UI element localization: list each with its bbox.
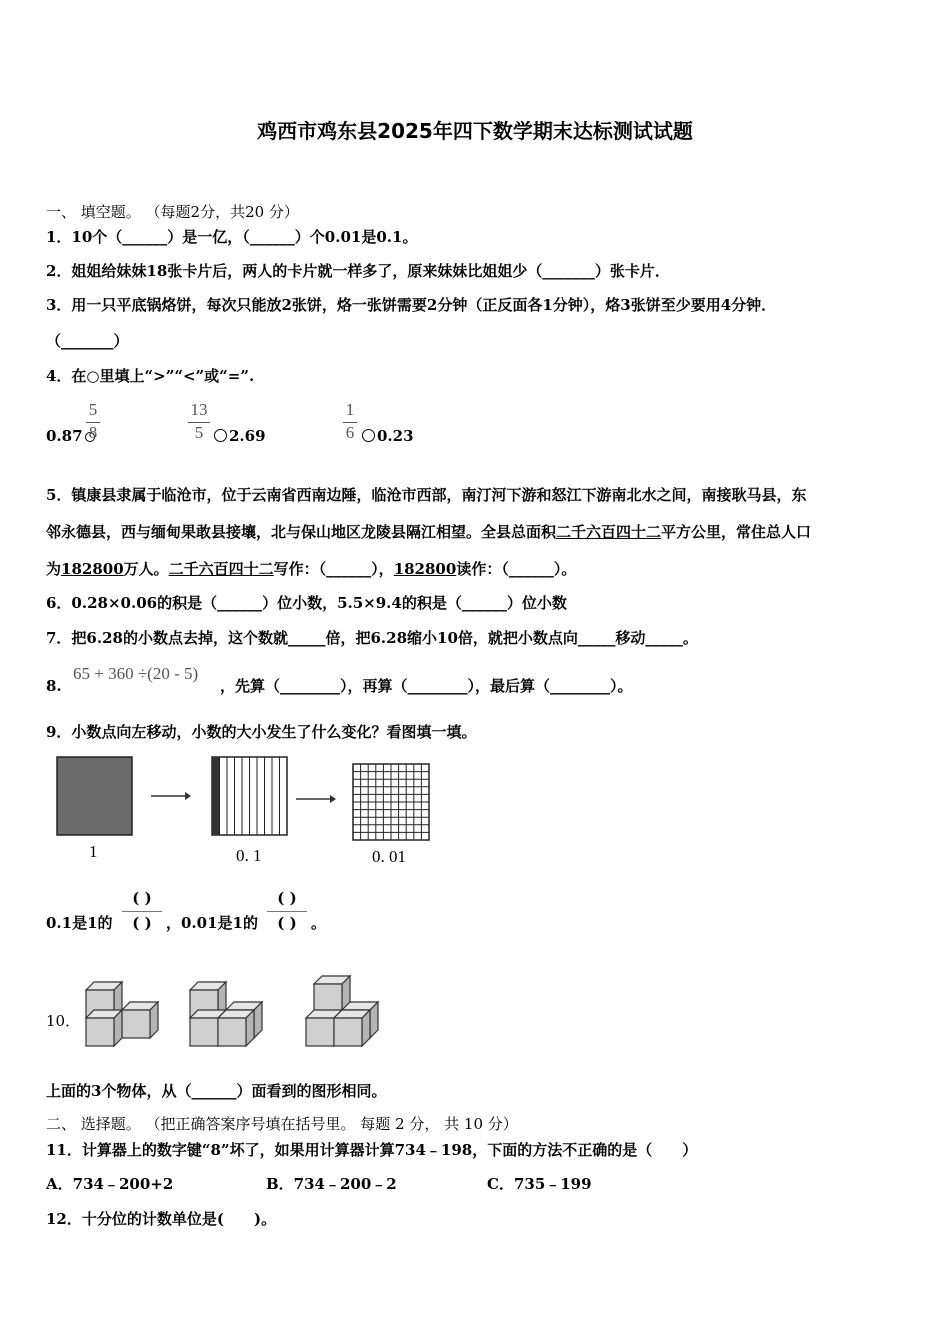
question-8-text: ，先算（________），再算（________），最后算（________）。 [220, 677, 633, 695]
figure-label-0-1: 0. 1 [236, 846, 262, 865]
q9-text-c: 。 [311, 914, 327, 932]
q9-text-b: ，0.01是1的 [166, 914, 258, 932]
fraction-denominator: 5 [194, 423, 204, 442]
question-5-line-1: 5．镇康县隶属于临沧市，位于云南省西南边陲，临沧市西部，南汀河下游和怒江下游南北水之间，南接耿马县，东 [46, 486, 807, 504]
section-1-header: 一、 填空题。 （每题2分，共20 分） [46, 203, 299, 221]
figure-label-1: 1 [89, 842, 98, 861]
object-1 [86, 982, 158, 1046]
fraction-denominator: 6 [345, 423, 355, 442]
hundredths-square [353, 764, 429, 840]
question-5-line-3 [46, 560, 576, 578]
q5-text: 读作：（______）。 [456, 560, 577, 578]
q5-text: 为 [46, 560, 62, 578]
page-title: 鸡西市鸡东县2025年四下数学期末达标测试试题 [257, 119, 693, 143]
q9-fraction-blank-1 [120, 889, 164, 932]
fraction-denominator: 8 [88, 423, 98, 442]
question-7: 7．把6.28的小数点去掉，这个数就_____倍，把6.28缩小10倍，就把小数点向_____移动_____。 [46, 629, 698, 647]
question-10-number: 10． [46, 1012, 81, 1030]
q9-fraction-blank-2 [265, 889, 309, 932]
question-9-stem: 9．小数点向左移动，小数的大小发生了什么变化？看图填一填。 [46, 723, 477, 741]
q5-underlined-area: 二千六百四十二 [168, 560, 274, 578]
cube-objects-figure [80, 970, 390, 1055]
q5-text: 写作：（______）， [273, 560, 394, 578]
blank-numerator[interactable]: ( ) [277, 889, 297, 907]
q11-option-a[interactable]: A．734﹣200+2 [46, 1175, 174, 1193]
figure-label-0-01: 0. 01 [372, 847, 406, 866]
whole-square [57, 757, 132, 835]
fraction-numerator: 5 [88, 400, 98, 419]
q4-fraction-13-5 [188, 400, 210, 443]
q11-option-c[interactable]: C．735﹣199 [487, 1175, 592, 1193]
blank-denominator[interactable]: ( ) [277, 914, 297, 932]
q5-underlined-population: 182800 [61, 560, 124, 578]
question-4-stem: 4．在○里填上“>”“<”或“=”. [46, 367, 255, 385]
q11-option-b[interactable]: B．734﹣200﹣2 [266, 1175, 397, 1193]
q5-underlined-population: 182800 [393, 560, 457, 578]
arrow-head-icon [185, 792, 191, 800]
object-2 [190, 982, 262, 1046]
compare-circle-icon [362, 429, 375, 442]
q9-text-a: 0.1是1的 [46, 914, 113, 932]
arrow-head-icon [330, 795, 336, 803]
q8-expression: 65 + 360 ÷(20 - 5) [73, 664, 199, 683]
question-2: 2．姐姐给妹妹18张卡片后，两人的卡片就一样多了，原来妹妹比姐姐少（_______）张卡片． [46, 262, 670, 280]
q5-text: 平方公里，常住总人口 [661, 523, 812, 541]
q4-item-2-right: 2.69 [229, 427, 266, 445]
q4-fraction-1-6 [343, 400, 357, 443]
fraction-numerator: 13 [190, 400, 208, 419]
blank-denominator[interactable]: ( ) [132, 914, 152, 932]
tenths-square [212, 757, 287, 835]
fraction-numerator: 1 [345, 400, 355, 419]
q4-item-3-right: 0.23 [377, 427, 414, 445]
q4-item-1-left: 0.87 [46, 427, 83, 445]
question-8-number: 8. [46, 677, 62, 695]
q5-underlined-area: 二千六百四十二 [556, 523, 662, 541]
q4-fraction-5-8 [86, 400, 100, 443]
question-11-stem: 11．计算器上的数字键“8”坏了，如果用计算器计算734﹣198，下面的方法不正确的是（ ） [46, 1141, 698, 1159]
question-10-text: 上面的3个物体，从（______）面看到的图形相同。 [46, 1082, 387, 1100]
q5-text: 万人。 [123, 560, 169, 578]
compare-circle-icon [214, 429, 227, 442]
question-6: 6．0.28×0.06的积是（______）位小数，5.5×9.4的积是（______）位小数 [46, 594, 567, 612]
question-1: 1．10个（______）是一亿，（______）个0.01是0.1。 [46, 228, 418, 246]
q4-item-3 [360, 427, 414, 445]
question-3-line-2: （_______） [46, 332, 129, 350]
section-2-header: 二、 选择题。 （把正确答案序号填在括号里。 每题 2 分， 共 10 分） [46, 1115, 518, 1133]
blank-numerator[interactable]: ( ) [132, 889, 152, 907]
q5-text: 邻永德县，西与缅甸果敢县接壤，北与保山地区龙陵县隔江相望。全县总面积 [46, 523, 557, 541]
question-12: 12．十分位的计数单位是( )。 [46, 1210, 277, 1228]
q4-item-2 [212, 427, 266, 445]
object-3 [306, 976, 378, 1046]
question-5-line-2 [46, 523, 811, 541]
question-3-line-1: 3．用一只平底锅烙饼，每次只能放2张饼，烙一张饼需要2分钟（正反面各1分钟），烙3张饼至少要用4分钟． [46, 296, 777, 314]
